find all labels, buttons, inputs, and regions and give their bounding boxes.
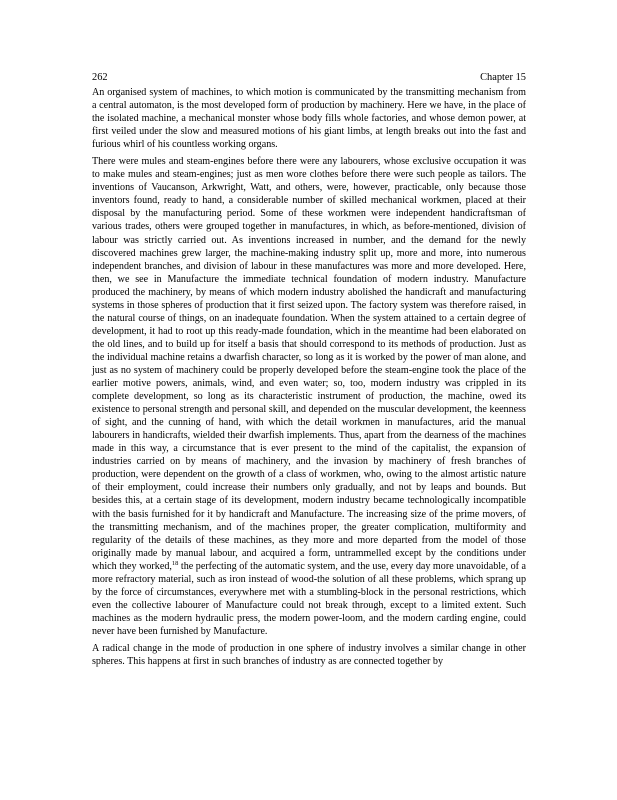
paragraph-2	[92, 155, 526, 638]
paragraph-2-text-after: the perfecting of the automatic system, and the use, every day more unavoidable, of a more refractory material, such as iron instead of wood-the solution of all these problems, which sprang up by the force of circumstances, everywhere met with a stumbling-block in the personal restrictions, which even the collective labourer of Manufacture could not break through, except to a limited extent. Such machines as the modern hydraulic press, the modern power-loom, and the modern carding engine, could never have been furnished by Manufacture.	[92, 560, 526, 637]
body-text	[92, 86, 526, 672]
chapter-label: Chapter 15	[480, 72, 526, 83]
footnote-reference[interactable]: 18	[171, 559, 179, 567]
paragraph-2-text-before: There were mules and steam-engines before there were any labourers, whose exclusive occupation it was to make mules and steam-engines; just as men wore clothes before there were such people as tailors. The inventions of Vaucanson, Arkwright, Watt, and others, were, however, practicable, only because those inventors found, ready to hand, a considerable number of skilled mechanical workmen, placed at their disposal by the manufacturing period. Some of these workmen were independent handicraftsman of various trades, others were grouped together in manufactures, in which, as before-mentioned, division of labour was strictly carried out. As inventions increased in number, and the demand for the newly discovered machines grew larger, the machine-making industry split up, more and more, into numerous independent branches, and division of labour in these manufactures was more and more developed. Here, then, we see in Manufacture the immediate technical foundation of modern industry. Manufacture produced the machinery, by means of which modern industry abolished the handicraft and manufacturing systems in those spheres of production that it first seized upon. The factory system was therefore raised, in the natural course of things, on an inadequate foundation. When the system attained to a certain degree of development, it had to root up this ready-made foundation, which in the meantime had been elaborated on the old lines, and to build up for itself a basis that should correspond to its methods of production. Just as the individual machine retains a dwarfish character, so long as it is worked by the power of man alone, and just as no system of machinery could be properly developed before the steam-engine took the place of the earlier motive powers, animals, wind, and even water; so, too, modern industry was crippled in its complete development, so long as its characteristic instrument of production, the machine, owed its existence to personal strength and personal skill, and depended on the muscular development, the keenness of sight, and the cunning of hand, with which the detail workmen in manufactures, arid the manual labourers in handicrafts, wielded their dwarfish implements. Thus, apart from the dearness of the machines made in this way, a circumstance that is ever present to the mind of the capitalist, the expansion of industries carried on by means of machinery, and the invasion by machinery of fresh branches of production, were dependent on the growth of a class of workmen, who, owing to the almost artistic nature of their employment, could increase their numbers only gradually, and not by leaps and bounds. But besides this, at a certain stage of its development, modern industry became technologically incompatible with the basis furnished for it by handicraft and Manufacture. The increasing size of the prime movers, of the transmitting mechanism, and of the machines proper, the greater complication, multiformity and regularity of the details of these machines, as they more and more departed from the model of those originally made by manual labour, and acquired a form, untrammelled except by the conditions under which they worked,	[92, 156, 526, 572]
page-number: 262	[92, 72, 108, 83]
paragraph-3: A radical change in the mode of production in one sphere of industry involves a similar change in other spheres. This happens at first in such branches of industry as are connected together by	[92, 642, 526, 668]
paragraph-1: An organised system of machines, to which motion is communicated by the transmitting mechanism from a central automaton, is the most developed form of production by machinery. Here we have, in the place of the isolated machine, a mechanical monster whose body fills whole factories, and whose demon power, at first veiled under the slow and measured motions of his giant limbs, at length breaks out into the fast and furious whirl of his countless working organs.	[92, 87, 526, 151]
